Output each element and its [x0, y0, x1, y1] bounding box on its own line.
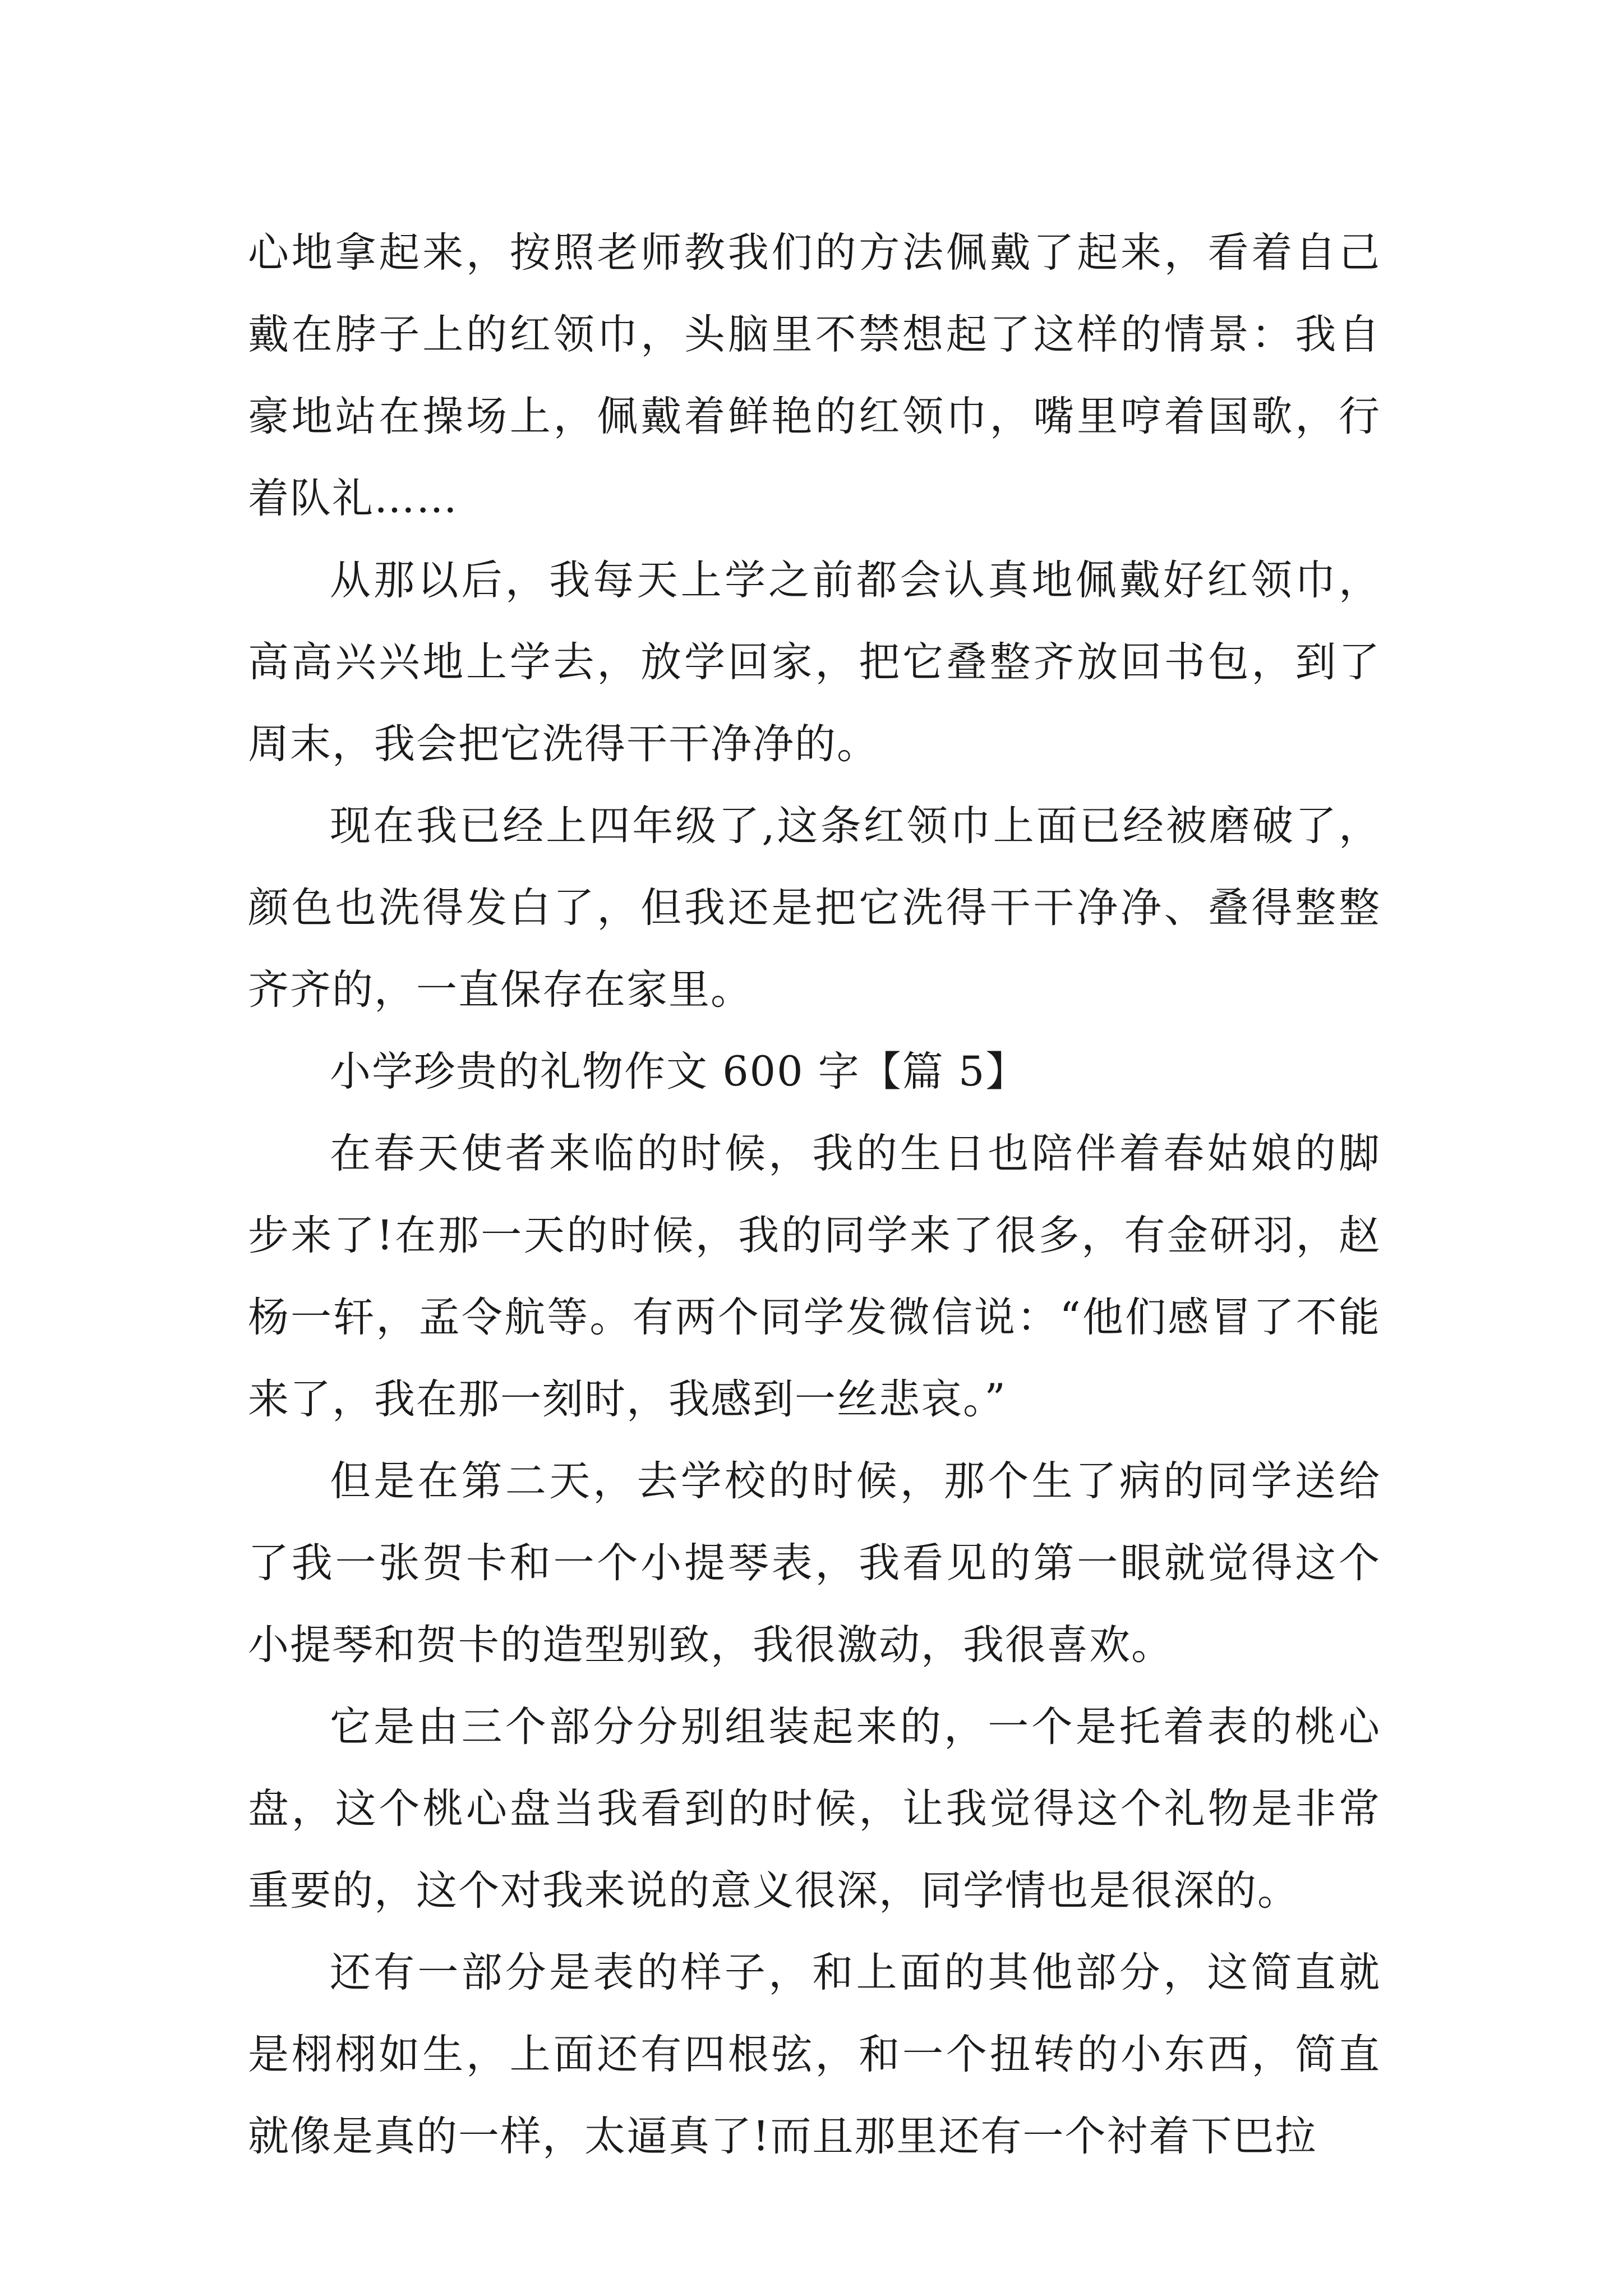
section-heading: 小学珍贵的礼物作文 600 字【篇 5】	[330, 1048, 1028, 1096]
paragraph-4: 在春天使者来临的时候，我的生日也陪伴着春姑娘的脚步来了!在那一天的时候，我的同学来了很多，有金研羽，赵杨一轩，孟令航等。有两个同学发微信说：“他们感冒了不能来了，我在那一刻时，我感到一丝悲哀。”	[248, 1130, 1381, 1423]
document-body	[248, 212, 1381, 2178]
paragraph-6: 它是由三个部分分别组装起来的，一个是托着表的桃心盘，这个桃心盘当我看到的时候，让我觉得这个礼物是非常重要的，这个对我来说的意义很深，同学情也是很深的。	[248, 1703, 1381, 1915]
paragraph-5: 但是在第二天，去学校的时候，那个生了病的同学送给了我一张贺卡和一个小提琴表，我看见的第一眼就觉得这个小提琴和贺卡的造型别致，我很激动，我很喜欢。	[248, 1457, 1381, 1669]
paragraph-3: 现在我已经上四年级了,这条红领巾上面已经被磨破了，颜色也洗得发白了，但我还是把它洗得干干净净、叠得整整齐齐的，一直保存在家里。	[248, 802, 1381, 1014]
paragraph-2: 从那以后，我每天上学之前都会认真地佩戴好红领巾，高高兴兴地上学去，放学回家，把它叠整齐放回书包，到了周末，我会把它洗得干干净净的。	[248, 556, 1381, 768]
paragraph-7: 还有一部分是表的样子，和上面的其他部分，这简直就是栩栩如生，上面还有四根弦，和一个扭转的小东西，简直就像是真的一样，太逼真了!而且那里还有一个衬着下巴拉	[248, 1949, 1381, 2160]
paragraph-1: 心地拿起来，按照老师教我们的方法佩戴了起来，看着自己戴在脖子上的红领巾，头脑里不禁想起了这样的情景：我自豪地站在操场上，佩戴着鲜艳的红领巾，嘴里哼着国歌，行着队礼……	[248, 229, 1381, 522]
